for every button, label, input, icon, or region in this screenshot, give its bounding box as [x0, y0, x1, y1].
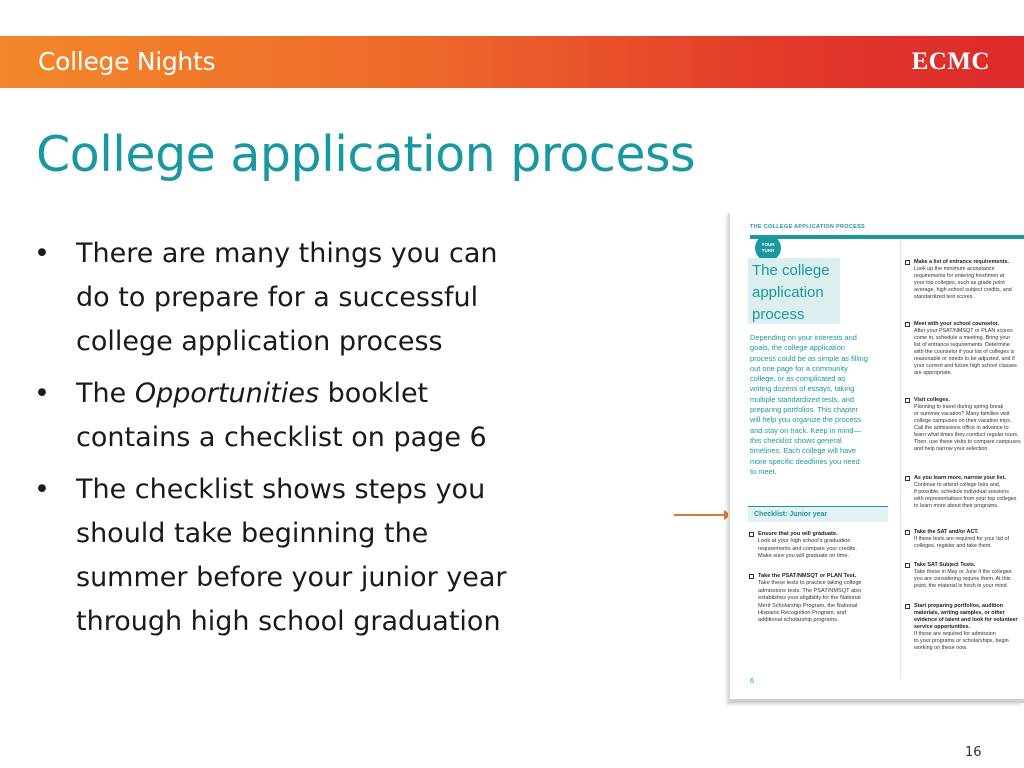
ecmc-logo: ECMC [911, 48, 990, 75]
booklet-intro-line: college, or as complicated as [750, 374, 846, 384]
checklist-item [750, 531, 890, 561]
checklist-item [906, 603, 1024, 652]
checklist-item-line: learn what times they conduct regular tours. [914, 432, 1019, 438]
booklet-page-image [728, 213, 1024, 703]
checklist-item-title: Make a list of entrance requirements. [914, 259, 1009, 265]
checklist-item-title: Ensure that you will graduate. [758, 531, 838, 537]
bullet-line: college application process [76, 326, 443, 357]
checklist-item-line: Continue to attend college fairs and, [914, 482, 1001, 488]
checklist-item [906, 475, 1024, 510]
bullet-item [30, 372, 670, 460]
checklist-item-line: establishes your eligibility for the National [758, 595, 861, 602]
checklist-item-line: requirements and compare your credits. [758, 545, 857, 552]
booklet-intro-line: goals, the college application [750, 343, 845, 353]
bullet-dot-icon: • [34, 378, 50, 409]
bullet-list [30, 232, 670, 652]
bullet-line: do to prepare for a successful [76, 282, 479, 313]
checkbox-icon [749, 574, 754, 579]
checkbox-icon [905, 260, 910, 265]
bullet-item [30, 232, 670, 364]
bullet-item [30, 468, 670, 644]
booklet-intro-line: more specific deadlines you need [750, 456, 860, 466]
checklist-item-line: After your PSAT/NMSQT or PLAN scores [914, 328, 1013, 334]
checklist-item [906, 529, 1024, 550]
bullet-line [76, 372, 670, 416]
checklist-item-title: Take SAT Subject Tests. [914, 562, 976, 568]
bullet-text: The [76, 378, 135, 409]
checklist-item-line: with the counselor if your list of colleges is [914, 349, 1015, 355]
booklet-intro-line: multiple standardized tests, and [750, 394, 854, 404]
checklist-item-line: admissions tests. The PSAT/NMSQT also [758, 587, 862, 594]
checklist-item-line: requirements for entering freshmen at [914, 273, 1005, 279]
checklist-item [906, 397, 1024, 453]
bullet-line: contains a checklist on page 6 [76, 422, 487, 453]
booklet-intro-line: to meet. [750, 466, 777, 476]
checklist-item-line: list of entrance requirements. Determine [914, 342, 1010, 348]
checkbox-icon [905, 322, 910, 327]
checklist-item-line: standardized test scores. [914, 294, 974, 300]
booklet-page-number: 6 [750, 678, 754, 685]
checklist-item-line: if possible, schedule individual sessions [914, 489, 1009, 495]
checklist-item-title: Take the PSAT/NMSQT or PLAN Test. [758, 573, 857, 579]
checklist-heading: Checklist: Junior year [748, 506, 888, 522]
booklet-column-divider [900, 239, 901, 679]
bullet-line: summer before your junior year [76, 562, 507, 593]
booklet-intro-line: will help you organize the process [750, 415, 861, 425]
booklet-intro-line: this checklist shows general [750, 435, 842, 445]
checklist-item-line: Hispanic Recognition Program, and [758, 610, 846, 617]
checklist-item-line: point, the material is fresh in your mind. [914, 583, 1009, 589]
checklist-item-title: Start preparing portfolios, audition [914, 603, 1003, 609]
booklet-title-line: The college [752, 262, 830, 279]
checklist-item-line: average, high school subject credits, and [914, 287, 1012, 293]
booklet-intro [750, 333, 882, 477]
checklist-item [906, 562, 1024, 590]
booklet-intro-line: preparing portfolios. This chapter [750, 405, 858, 415]
booklet-name: Opportunities [134, 378, 320, 409]
checklist-item-line: Look at your high school's graduation [758, 538, 851, 545]
booklet-title [752, 260, 830, 326]
checklist-item-line: and help narrow your selection. [914, 446, 989, 452]
slide-title: College application process [36, 126, 696, 183]
booklet-intro-line: and stay on track. Keep in mind— [750, 425, 861, 435]
badge-line: YOUR [761, 242, 775, 247]
checkbox-icon [905, 604, 910, 609]
booklet-header-rule [750, 235, 1024, 239]
checklist-item-line: or summer vacation? Many families visit [914, 411, 1010, 417]
checklist-item-line: Make sure you will graduate on time. [758, 553, 850, 560]
booklet-intro-line: Depending on your interests and [750, 333, 857, 342]
checklist-item-line: reasonable or needs to be adjusted, and if [914, 356, 1015, 362]
bullet-dot-icon: • [34, 474, 50, 505]
checklist-item-line: your current and future high school classes [914, 363, 1017, 369]
checklist-item-line: college campuses on their vacation trips. [914, 418, 1012, 424]
checklist-item-line: to your programs or scholarships, begin [914, 638, 1009, 644]
checklist-item-line: Then, use these visits to compare campuses [914, 439, 1021, 445]
checkbox-icon [905, 398, 910, 403]
bullet-line: There are many things you can [76, 238, 498, 269]
booklet-title-line: application [752, 284, 824, 301]
checklist-item-line: If these are required for admission [914, 631, 996, 637]
checklist-item-line: Take these in May or June if the colleges [914, 569, 1012, 575]
checklist-item [750, 573, 890, 625]
checklist-item-line: are appropriate. [914, 370, 953, 376]
checklist-item-title: As you learn more, narrow your list. [914, 475, 1006, 481]
checklist-item-line: working on these now. [914, 645, 968, 651]
booklet-header: THE COLLEGE APPLICATION PROCESS [750, 224, 866, 230]
booklet-intro-line: timelines. Each college will have [750, 446, 856, 456]
checklist-item [906, 321, 1024, 377]
checklist-item-line: come in, schedule a meeting. Bring your [914, 335, 1011, 341]
checkbox-icon [905, 530, 910, 535]
arrow-right-icon [672, 507, 732, 523]
checklist-item-line: Planning to travel during spring break [914, 404, 1004, 410]
checklist-item-title: materials, writing samples, or other [914, 610, 1005, 616]
checklist-item-line: colleges, register and take them. [914, 543, 992, 549]
checklist-item-title: Take the SAT and/or ACT. [914, 529, 979, 535]
checklist-item-line: additional scholarship programs. [758, 617, 839, 624]
checklist-item-title: evidence of talent and look for volunteer [914, 617, 1018, 623]
booklet-intro-line: writing dozens of essays, taking [750, 384, 855, 394]
booklet-intro-line: out one page for a community [750, 363, 848, 373]
bullet-text: booklet [319, 378, 429, 409]
bullet-line: through high school graduation [76, 606, 501, 637]
badge-line: TURN [761, 248, 775, 253]
checklist-item-line: your top colleges, such as grade point [914, 280, 1005, 286]
checkbox-icon [749, 532, 754, 537]
checkbox-icon [905, 563, 910, 568]
checklist-item-line: Look up the minimum acceptance [914, 266, 995, 272]
checklist-item-line: Take these tests to practice taking college [758, 580, 862, 587]
checklist-item-line: with representatives from your top colleges [914, 496, 1017, 502]
checkbox-icon [905, 476, 910, 481]
bullet-dot-icon: • [34, 238, 50, 269]
header-title: College Nights [38, 47, 216, 76]
checklist-item-line: to learn more about their programs. [914, 503, 999, 509]
checklist-item-line: If these tests are required for your list of [914, 536, 1009, 542]
checklist-item [906, 259, 1024, 301]
checklist-item-line: Call the admissions office in advance to [914, 425, 1009, 431]
bullet-line: should take beginning the [76, 518, 429, 549]
header-bar [0, 36, 1024, 88]
bullet-line: The checklist shows steps you [76, 474, 486, 505]
checklist-item-line: Merit Scholarship Program, the National [758, 602, 858, 609]
slide-page-number: 16 [965, 745, 982, 760]
checklist-item-title: Visit colleges. [914, 397, 950, 403]
checklist-item-title: Meet with your school counselor. [914, 321, 1000, 327]
booklet-intro-line: process could be as simple as filling [750, 353, 868, 363]
checklist-item-title: service opportunities. [914, 624, 971, 630]
booklet-title-line: process [752, 306, 805, 323]
checklist-item-line: you are considering require them. At this [914, 576, 1011, 582]
